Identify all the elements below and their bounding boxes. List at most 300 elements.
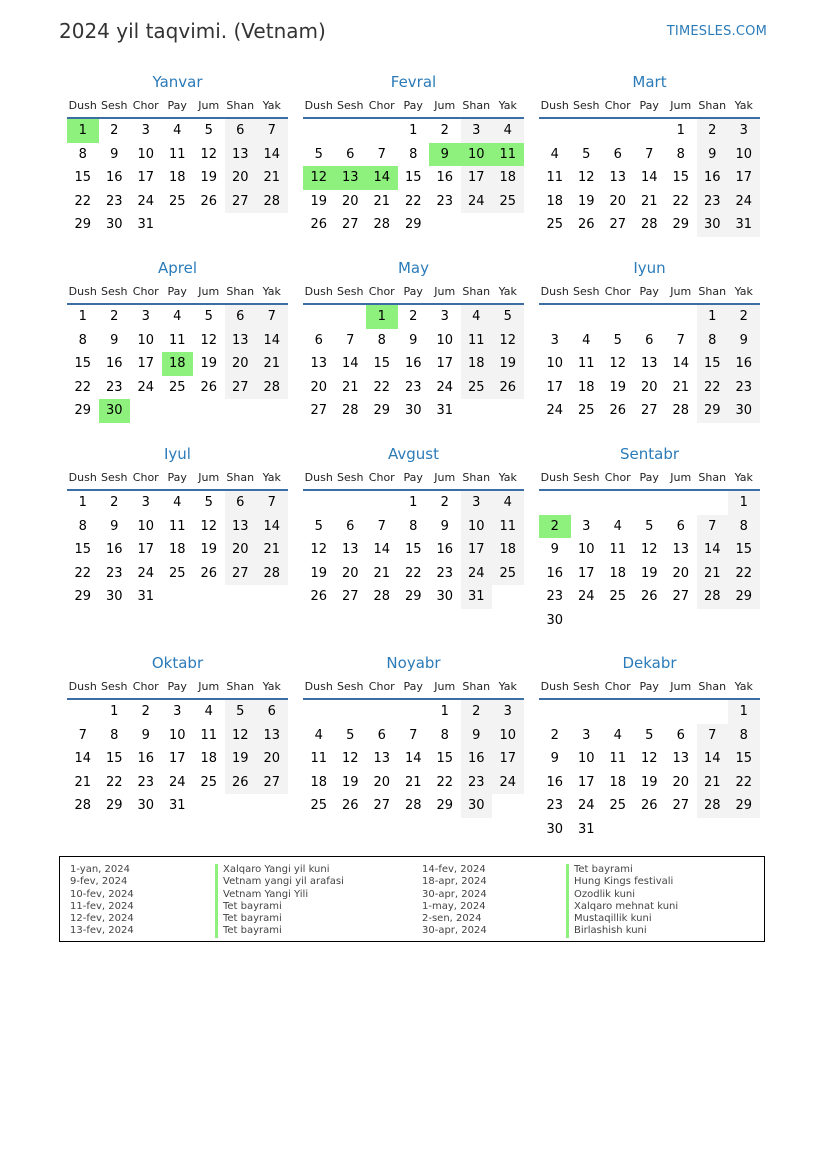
weekday-label: Pay [403,285,423,298]
day-cell: 17 [137,356,155,372]
day-cell: 4 [314,727,323,743]
day-cell: 12 [225,724,257,748]
empty-cell [429,213,461,237]
day-cell: 15 [728,538,760,562]
day-cell: 29 [74,217,92,233]
week-row [303,538,524,562]
week-row [303,166,524,190]
day-cell: 14 [74,751,92,767]
empty-cell [697,700,729,724]
empty-cell [225,585,257,609]
day-cell: 28 [373,589,391,605]
day-cell: 12 [640,751,658,767]
day-cell: 10 [137,518,155,534]
weekday-label: Chor [368,99,395,112]
week-row [303,213,524,237]
day-cell: 27 [225,562,257,586]
day-cell: 7 [78,727,87,743]
empty-cell [366,491,398,515]
day-cell: 26 [225,771,257,795]
day-cell: 28 [373,217,391,233]
day-cell: 9 [550,542,559,558]
day-cell: 8 [697,329,729,353]
day-cell: 7 [697,724,729,748]
day-cell: 1 [697,305,729,329]
day-cell: 10 [546,356,564,372]
day-cell: 10 [461,515,493,539]
day-cell: 9 [440,518,449,534]
weekday-header [67,469,288,491]
day-cell: 19 [492,352,524,376]
day-cell: 20 [609,193,627,209]
day-cell: 23 [546,798,564,814]
day-cell: 3 [492,700,524,724]
weekday-label: Jum [670,680,692,693]
weekday-label: Chor [132,680,159,693]
day-cell: 13 [672,542,690,558]
empty-cell [539,491,571,515]
day-cell: 25 [168,565,186,581]
month-aprel [67,258,288,423]
day-cell: 18 [577,379,595,395]
month-fevral [303,72,524,237]
month-sentabr [539,444,760,633]
day-cell: 13 [373,751,391,767]
day-cell: 30 [546,612,564,628]
week-row [539,491,760,515]
day-cell: 7 [377,518,386,534]
day-cell: 3 [461,119,493,143]
empty-cell [634,491,666,515]
day-cell: 30 [105,217,123,233]
day-cell: 28 [404,798,422,814]
day-cell: 23 [546,589,564,605]
day-cell: 27 [672,798,690,814]
day-cell: 3 [582,727,591,743]
day-cell: 25 [577,403,595,419]
weekday-label: Pay [403,680,423,693]
week-row [67,700,288,724]
week-row [67,190,288,214]
day-cell: 20 [640,379,658,395]
empty-cell [193,794,225,818]
day-cell: 18 [200,751,218,767]
empty-cell [335,700,367,724]
empty-cell [492,794,524,818]
day-cell: 12 [200,518,218,534]
day-cell: 8 [78,518,87,534]
empty-cell [162,213,194,237]
empty-cell [634,119,666,143]
day-cell: 29 [672,217,690,233]
week-row [539,771,760,795]
empty-cell [335,305,367,329]
week-row [303,585,524,609]
day-cell: 8 [78,146,87,162]
day-cell: 9 [110,332,119,348]
day-cell: 19 [640,565,658,581]
empty-cell [665,609,697,633]
day-cell: 8 [110,727,119,743]
week-row [67,213,288,237]
weekday-label: Yak [262,471,281,484]
day-cell: 7 [256,305,288,329]
day-cell: 11 [609,542,627,558]
day-cell: 16 [546,565,564,581]
day-cell: 31 [436,403,454,419]
week-row [539,166,760,190]
day-cell: 30 [105,589,123,605]
day-cell: 3 [461,491,493,515]
empty-cell [665,700,697,724]
weekday-label: Chor [368,680,395,693]
month-avgust [303,444,524,609]
weekday-label: Jum [198,99,220,112]
month-yanvar [67,72,288,237]
day-cell: 4 [492,491,524,515]
weekday-label: Pay [639,680,659,693]
weekday-header [303,469,524,491]
day-cell: 27 [225,376,257,400]
holiday-date: 18-apr, 2024 [422,876,487,888]
week-row [67,119,288,143]
day-cell: 29 [74,589,92,605]
day-cell: 29 [728,794,760,818]
day-cell: 14 [366,166,398,190]
day-cell: 16 [105,170,123,186]
week-row [303,143,524,167]
weekday-label: Sesh [101,99,128,112]
day-cell: 23 [728,376,760,400]
day-cell: 14 [672,356,690,372]
weekday-label: Pay [639,99,659,112]
day-cell: 15 [404,542,422,558]
day-cell: 1 [78,495,87,510]
day-cell: 19 [640,774,658,790]
day-cell: 13 [672,751,690,767]
day-cell: 11 [168,332,186,348]
day-cell: 29 [105,798,123,814]
day-cell: 16 [105,356,123,372]
weekday-label: Dush [540,99,569,112]
empty-cell [130,399,162,423]
day-cell: 9 [409,332,418,348]
day-cell: 8 [440,727,449,743]
day-cell: 31 [461,585,493,609]
holiday-date: 14-fev, 2024 [422,864,486,875]
day-cell: 10 [577,751,595,767]
day-cell: 5 [314,518,323,534]
day-cell: 22 [404,193,422,209]
day-cell: 5 [204,123,213,138]
holiday-name: Tet bayrami [215,925,344,937]
day-cell: 28 [256,562,288,586]
weekday-label: Shan [226,680,255,693]
week-row [67,771,288,795]
day-cell: 6 [377,727,386,743]
week-row [67,538,288,562]
day-cell: 19 [225,747,257,771]
day-cell: 10 [137,146,155,162]
day-cell: 6 [676,727,685,743]
day-cell: 30 [137,798,155,814]
week-row [539,119,760,143]
weekday-header [539,283,760,305]
weekday-label: Dush [68,285,97,298]
holiday-name: Vetnam yangi yil arafasi [215,876,344,888]
week-row [539,585,760,609]
day-cell: 26 [341,798,359,814]
day-cell: 22 [728,771,760,795]
day-cell: 26 [310,589,328,605]
day-cell: 3 [728,119,760,143]
day-cell: 10 [168,727,186,743]
day-cell: 8 [409,146,418,162]
day-cell: 28 [256,190,288,214]
empty-cell [697,491,729,515]
weekday-label: Jum [198,285,220,298]
day-cell: 21 [256,166,288,190]
day-cell: 29 [404,589,422,605]
day-cell: 31 [577,821,595,837]
week-row [67,747,288,771]
weekday-header [303,97,524,119]
month-name: Yanvar [152,73,203,91]
week-row [67,143,288,167]
month-name: Sentabr [619,445,680,463]
weekday-label: Chor [368,285,395,298]
day-cell: 15 [74,542,92,558]
day-cell: 20 [256,747,288,771]
day-cell: 7 [377,146,386,162]
day-cell: 18 [168,542,186,558]
week-row [539,747,760,771]
day-cell: 28 [672,403,690,419]
day-cell: 4 [461,305,493,329]
page-title: 2024 yil taqvimi. (Vetnam) [59,19,326,43]
week-row [539,700,760,724]
day-cell: 12 [310,542,328,558]
day-cell: 4 [550,146,559,162]
day-cell: 1 [728,700,760,724]
holiday-date: 1-yan, 2024 [70,864,130,875]
empty-cell [398,700,430,724]
empty-cell [571,491,603,515]
day-cell: 27 [256,771,288,795]
day-cell: 9 [110,146,119,162]
month-name: Iyun [633,259,666,277]
day-cell: 2 [440,495,449,510]
weekday-label: Shan [226,285,255,298]
month-may [303,258,524,423]
day-cell: 2 [728,305,760,329]
day-cell: 26 [640,589,658,605]
weekday-label: Yak [498,471,517,484]
week-row [539,538,760,562]
day-cell: 24 [546,403,564,419]
week-row [539,305,760,329]
week-row [303,747,524,771]
weekday-label: Shan [698,285,727,298]
day-cell: 26 [200,379,218,395]
day-cell: 10 [728,143,760,167]
weekday-label: Shan [698,99,727,112]
empty-cell [256,213,288,237]
day-cell: 13 [640,356,658,372]
weekday-label: Yak [498,680,517,693]
holiday-name: Birlashish kuni [566,925,678,937]
day-cell: 16 [461,747,493,771]
day-cell: 2 [141,704,150,719]
empty-cell [539,305,571,329]
weekday-header [67,283,288,305]
day-cell: 30 [436,589,454,605]
month-oktabr [67,653,288,818]
empty-cell [602,305,634,329]
day-cell: 15 [697,352,729,376]
weekday-label: Chor [132,99,159,112]
day-cell: 16 [546,774,564,790]
week-row [539,609,760,633]
weekday-label: Pay [167,680,187,693]
holiday-date: 30-apr, 2024 [422,888,487,900]
day-cell: 24 [461,190,493,214]
weekday-label: Dush [68,471,97,484]
week-row [303,119,524,143]
day-cell: 23 [137,774,155,790]
week-row [539,818,760,842]
weekday-label: Jum [198,471,220,484]
day-cell: 5 [492,305,524,329]
empty-cell [697,609,729,633]
month-name: Noyabr [386,654,441,672]
empty-cell [728,818,760,842]
weekday-label: Dush [540,471,569,484]
day-cell: 30 [546,821,564,837]
weekday-label: Pay [167,99,187,112]
day-cell: 15 [672,170,690,186]
day-cell: 30 [404,403,422,419]
day-cell: 16 [105,542,123,558]
day-cell: 17 [577,774,595,790]
weekday-label: Chor [132,471,159,484]
day-cell: 25 [609,589,627,605]
week-row [303,305,524,329]
day-cell: 24 [728,190,760,214]
weekday-label: Pay [403,99,423,112]
day-cell: 2 [110,123,119,138]
day-cell: 7 [676,332,685,348]
weekday-header [303,678,524,700]
day-cell: 21 [640,193,658,209]
week-row [539,562,760,586]
empty-cell [571,609,603,633]
day-cell: 9 [141,727,150,743]
holiday-name: Mustaqillik kuni [566,913,678,925]
weekday-label: Shan [698,471,727,484]
day-cell: 23 [105,193,123,209]
weekday-label: Chor [604,285,631,298]
day-cell: 12 [200,332,218,348]
weekday-header [303,283,524,305]
empty-cell [461,213,493,237]
weekday-label: Sesh [573,471,600,484]
day-cell: 1 [110,704,119,719]
day-cell: 2 [461,700,493,724]
weekday-label: Sesh [337,680,364,693]
day-cell: 4 [613,518,622,534]
day-cell: 12 [640,542,658,558]
day-cell: 24 [461,562,493,586]
day-cell: 20 [225,166,257,190]
holiday-name: Xalqaro mehnat kuni [566,901,678,913]
day-cell: 25 [461,376,493,400]
day-cell: 19 [200,170,218,186]
day-cell: 23 [105,379,123,395]
empty-cell [571,119,603,143]
day-cell: 27 [225,190,257,214]
weekday-label: Jum [434,285,456,298]
day-cell: 1 [440,704,449,719]
week-row [67,515,288,539]
holiday-name: Tet bayrami [215,913,344,925]
weekday-header [67,678,288,700]
empty-cell [303,305,335,329]
empty-cell [225,213,257,237]
day-cell: 17 [461,538,493,562]
weekday-label: Shan [462,471,491,484]
week-row [67,305,288,329]
empty-cell [634,818,666,842]
month-name: Dekabr [622,654,677,672]
brand-link[interactable]: TIMESLES.COM [666,24,767,39]
month-name: Avgust [388,445,439,463]
day-cell: 8 [78,332,87,348]
weekday-label: Yak [262,99,281,112]
day-cell: 14 [697,538,729,562]
day-cell: 13 [225,329,257,353]
day-cell: 26 [577,217,595,233]
day-cell: 13 [225,515,257,539]
day-cell: 10 [436,332,454,348]
day-cell: 16 [137,751,155,767]
day-cell: 18 [609,774,627,790]
empty-cell [665,491,697,515]
day-cell: 22 [74,379,92,395]
day-cell: 18 [492,538,524,562]
empty-cell [67,700,99,724]
day-cell: 4 [173,495,182,510]
day-cell: 6 [676,518,685,534]
empty-cell [225,399,257,423]
month-dekabr [539,653,760,842]
day-cell: 1 [67,119,99,143]
day-cell: 25 [310,798,328,814]
weekday-label: Shan [226,471,255,484]
day-cell: 4 [582,332,591,348]
empty-cell [634,305,666,329]
day-cell: 30 [697,213,729,237]
holiday-name: Hung Kings festivali [566,876,678,888]
week-row [539,794,760,818]
weekday-label: Dush [540,285,569,298]
weekday-label: Dush [304,285,333,298]
day-cell: 29 [697,399,729,423]
day-cell: 22 [672,193,690,209]
day-cell: 3 [141,309,150,324]
day-cell: 20 [672,774,690,790]
day-cell: 12 [609,356,627,372]
